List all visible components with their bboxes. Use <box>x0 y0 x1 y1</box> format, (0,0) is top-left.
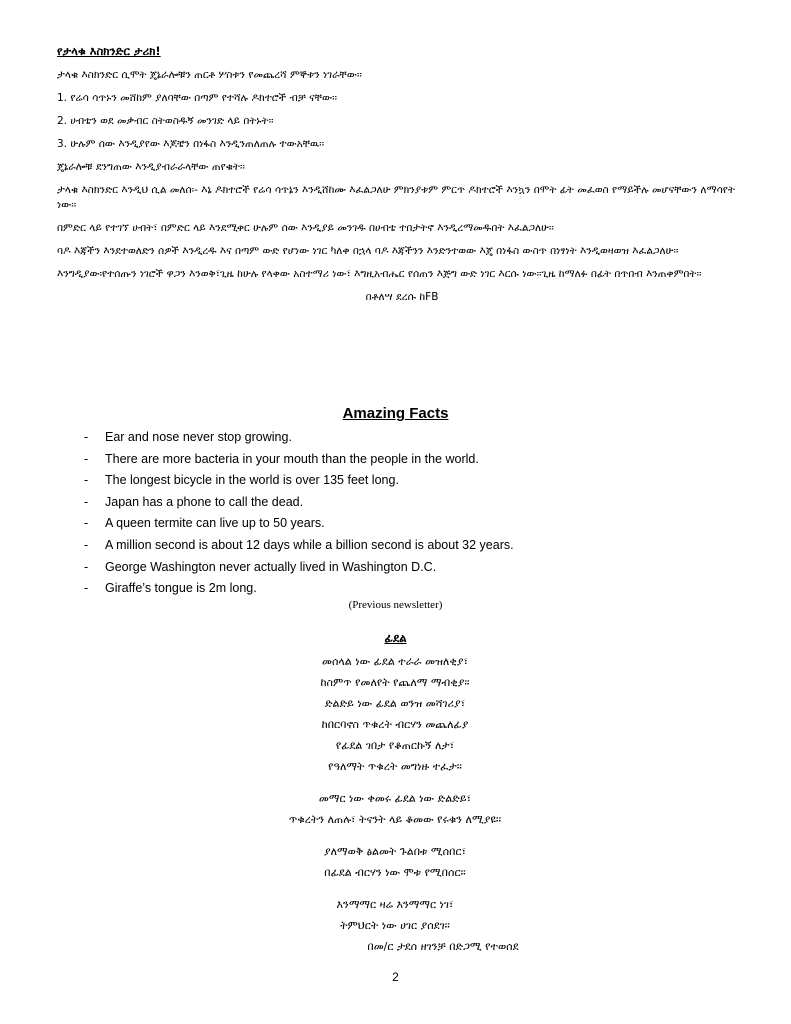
fact-item <box>84 535 514 557</box>
bullet-dash: - <box>84 537 89 552</box>
fact-text: Japan has a phone to call the dead. <box>105 494 304 509</box>
fact-item <box>84 449 514 471</box>
fact-text: The longest bicycle in the world is over 135 feet long. <box>105 473 399 488</box>
fact-item <box>84 427 514 449</box>
poem <box>180 651 610 968</box>
poem-line: ከበርባኖስ ጥቁረት ብርሃን መጨለፊያ <box>321 718 469 731</box>
story-paragraph: ባዶ እጃችን እንደተወለድን ሰዎች እንዲረዱ እና በጣም ውድ የሆነው ነገር ካለቀ በኋላ ባዶ እጃችንን እንድንተወው እጄ በነፋስ ውስጥ በነፃነት እንዲወዛወዝ እፈልጋለሁ፡፡ <box>57 245 679 257</box>
poem-title: ፊደል <box>384 631 407 645</box>
fact-text: A queen termite can live up to 50 years. <box>105 516 325 531</box>
poem-stanza <box>180 841 610 883</box>
bullet-dash: - <box>84 451 89 466</box>
poem-line: መሰላል ነው ፊደል ተራራ መዝለቂያ፣ <box>322 655 468 668</box>
poem-line: እንማማር ዛሬ እንማማር ነገ፣ <box>336 898 454 911</box>
fact-item <box>84 470 514 492</box>
poem-line: ያለማወቅ ፅልመት ጉልበቱ ሚሰበር፣ <box>323 845 467 858</box>
story-credit: በቶለሣ ደረሱ ከFB <box>365 291 439 303</box>
poem-stanza <box>180 651 610 777</box>
poem-stanza <box>180 788 610 830</box>
bullet-dash: - <box>84 430 89 444</box>
bullet-dash: - <box>84 516 89 531</box>
poem-line: ጥቁረትን ለጠሉ፣ ትናንት ላይ ቆመው የሩቁን ለሚያዩ፡፡ <box>288 813 502 826</box>
fact-item <box>84 513 514 535</box>
story-paragraph: ታላቁ እስክንድር እንዲህ ሲል መለሰ፡- እኔ ዶክተሮች የሬሳ ሳጥኔን እንዲሸከሙ እፈልጋለሁ ምክንያቱም ምርጥ ዶክተሮች እንኳን በሞት ፊት መፈወስ የማይችሉ መሆናቸውን ለማሳየት ነው፡፡ <box>57 184 735 211</box>
facts-source: (Previous newsletter) <box>348 599 443 611</box>
story-wish-1: 1. የሬሳ ሳጥኑን መሸከም ያለባቸው በጣም የተሻሉ ዶክተሮች ብቻ ናቸው፡፡ <box>57 92 337 104</box>
poem-stanza <box>180 894 610 957</box>
story-paragraph: ጄኔራሎቹ ደንግጠው እንዲያብራራላቸው ጠየቁት፡፡ <box>57 161 245 173</box>
story-title: የታላቁ እስክንድር ታሪክ! <box>57 44 161 58</box>
poem-line: ድልድይ ነው ፊደል ወንዝ መሻገሪያ፣ <box>324 697 466 710</box>
fact-text: A million second is about 12 days while a billion second is about 32 years. <box>105 537 514 552</box>
page-number: 2 <box>392 970 399 984</box>
story-wish-3: 3. ሁሉም ሰው እንዲያየው እጆቼን በነፋስ እንዲንጠለጠሉ ተውአቸዉ፡፡ <box>57 138 325 150</box>
poem-line: ከስምጥ የመለየት የጨለማ ማብቂያ፡፡ <box>320 676 470 689</box>
poem-line: ትምህርት ነው ሀገር ያሰደገ፡፡ <box>340 919 450 932</box>
fact-text: Giraffe’s tongue is 2m long. <box>105 581 257 596</box>
story-wish-2: 2. ሀብቴን ወደ መቃብር ስትወስዱኝ መንገድ ላይ በትኑት፡፡ <box>57 115 274 127</box>
fact-text: George Washington never actually lived in Washington D.C. <box>105 559 437 574</box>
poem-line: የዓለማት ጥቁረት መግነዙ ተፈታ፡፡ <box>328 760 462 773</box>
story-paragraph: በምድር ላይ የተገኘ ሀብት፣ በምድር ላይ እንደሚቀር ሁሉም ሰው እንዲያይ መንገዱ በሀብቴ ተበታትኖ እንዲረማመዱበት እፈልጋለሁ፡፡ <box>57 222 554 234</box>
poem-author: በመ/ር ታደሰ ዘገንቻ በድጋሚ የተወሰደ <box>367 940 519 953</box>
bullet-dash: - <box>84 559 89 574</box>
bullet-dash: - <box>84 581 89 596</box>
facts-list <box>84 427 514 600</box>
fact-item <box>84 492 514 514</box>
fact-item <box>84 557 514 579</box>
bullet-dash: - <box>84 473 89 488</box>
fact-text: There are more bacteria in your mouth than the people in the world. <box>105 451 479 466</box>
bullet-dash: - <box>84 494 89 509</box>
poem-line: መማር ነው ቀመሩ ፊደል ነው ድልድይ፣ <box>318 792 472 805</box>
fact-text: Ear and nose never stop growing. <box>105 430 292 444</box>
poem-line: በፊደል ብርሃን ነው ሞቱ የሚበሰር፡፡ <box>324 866 466 879</box>
story-section <box>57 44 747 305</box>
story-paragraph: እንግዲያው፡የተሰጡን ነገሮች ዋጋን እንወቅ፣ጊዜ ከሁሉ የላቀው አስተማሪ ነው፣ እግዚአብሔር የሰጠን እጅግ ውድ ነገር እርሱ ነው፡፡ጊዜ ከማለፉ በፊት በጥበብ እንጠቀምበት፡፡ <box>57 268 702 280</box>
story-paragraph: ታላቁ እስክንድር ሲሞት ጄኔራሎቹን ጠርቶ ሦስቱን የመጨረሻ ምኞቱን ነገራቸው፡፡ <box>57 69 362 81</box>
facts-title: Amazing Facts <box>342 405 449 422</box>
fact-item <box>84 578 514 600</box>
poem-line: የፊደል ገበታ የቆጠርኩኝ ለታ፣ <box>335 739 455 752</box>
